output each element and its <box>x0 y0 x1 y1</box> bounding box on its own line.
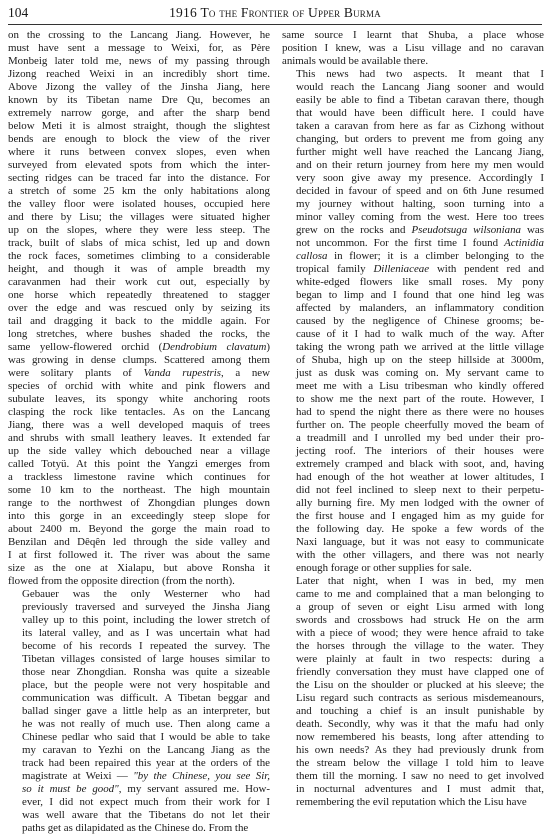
text-line: meet me with a Lisu tribesman who kindly offered <box>296 380 544 392</box>
text-line: were plainly at fault in two respects: during a <box>296 653 544 665</box>
text-line: caravanmen had their work cut out, especially by <box>8 276 270 288</box>
text-line: friendly conversation they must have clapped one of <box>296 666 544 678</box>
text-line: I at first followed it. The river was about the same <box>8 549 270 561</box>
text-line: surveyed from elevated spots from which the inter- <box>8 159 270 171</box>
text-line: extremely cramped and black with soot, and, having <box>296 458 544 470</box>
text-line: paths get as dilapidated as the Chinese do. From the <box>22 822 249 834</box>
text-line: just as dusk was coming on. My servant came to <box>296 367 544 379</box>
text-line: with a piece of wood; they were hence afraid to take <box>296 627 544 639</box>
text-line: a stretch of some 25 km the only habitations along <box>8 185 270 197</box>
text-line: height, and though it was of ample breadth my <box>8 263 270 275</box>
text-line: my caravan to Yezhi on the Lancang Jiang as the <box>22 744 270 756</box>
text-line: into this gorge in an exceedingly steep slope for <box>8 510 270 522</box>
text-line: Lisu regard such contracts as serious misdemeanours, <box>296 692 544 704</box>
text-line: extremely narrow gorge, and after the sharp bend <box>8 107 270 119</box>
text-line: grew on the rocks and Pseudotsuga wilsoniana was <box>296 224 544 236</box>
text-line: tail and dragging it back to the middle again. For <box>8 315 270 327</box>
text-line: the valley floor were isolated houses, occupied here <box>8 198 270 210</box>
text-line: enough forage or other supplies for sale. <box>296 562 472 574</box>
text-line: long stretches, where bushes shaded the rocks, the <box>8 328 270 340</box>
text-line: known by its Tibetan name Dre Qu, becomes an <box>8 94 270 106</box>
text-line: those near Zhongdian. Ronsha was quite a sizeable <box>22 666 270 678</box>
text-line: now remembered his beasts, long after attending to <box>296 731 544 743</box>
text-line: on the crossing to the Lancang Jiang. However, he <box>8 29 270 41</box>
text-line: a treadmill and I unrolled my bed under their pro- <box>296 432 544 444</box>
text-line: Later that night, when I was in bed, my men <box>296 575 544 587</box>
paragraph <box>8 29 270 588</box>
text-line: taking the wrong path we arrived at the little village <box>296 341 544 353</box>
text-line: and there by Lisu; the villages were situated higher <box>8 211 270 223</box>
text-line: Naxi language, but it was not easy to communicate <box>296 536 544 548</box>
text-line: further on. The people cheerfully moved the beam of <box>296 419 544 431</box>
text-line: its lateral valley, and as I was uncertain what had <box>22 627 270 639</box>
text-line: some 10 km to the northeast. The high mountain <box>8 484 270 496</box>
paragraph <box>282 29 544 68</box>
text-line: called Totyü. At this point the Yangzi emerges from <box>8 458 270 470</box>
text-line: This news had two aspects. It meant that I <box>296 68 544 80</box>
text-line: had enough of the hot weather at lower altitudes, I <box>296 471 544 483</box>
text-line: Gebauer was the only Westerner who had <box>22 588 270 600</box>
paragraph <box>282 68 544 575</box>
text-line: came to me and complained that a man belonging to <box>296 588 544 600</box>
text-line: Jizong reached Weixi in an incredibly short time. <box>8 68 270 80</box>
text-line: Monbeig later told me, news of my passing through <box>8 55 270 67</box>
text-line: was growing in dense clumps. Scattered among them <box>8 354 270 366</box>
text-line: same yellow-flowered orchid (Dendrobium clavatum) <box>8 341 271 353</box>
text-line: must have sent a message to Weixi, for, as Père <box>8 42 270 54</box>
text-line: cause of it I had to walk much of the way. After <box>296 328 544 340</box>
text-line: previously traversed and surveyed the Jinsha Jiang <box>22 601 270 613</box>
text-line: track, built of slabs of mica schist, led up and down <box>8 237 270 249</box>
text-line: so it must be good", my servant assured me. How- <box>22 783 270 795</box>
text-line: them till the morning. I saw no need to get involved <box>296 770 544 782</box>
text-line: caused by the negligence of Chinese grooms; be- <box>296 315 544 327</box>
text-line: the stream below the village I told him to leave <box>296 757 544 769</box>
text-line: secting ridges can be traced far into the distance. For <box>8 172 270 184</box>
text-line: become of his records I repeated the survey. The <box>22 640 270 652</box>
text-line: place, but the people were not very hospitable and <box>22 679 270 691</box>
text-line: jecting roof. The interiors of their houses were <box>296 445 544 457</box>
text-line: same source I learnt that Shuba, a place whose <box>282 29 544 41</box>
text-line: up on the slopes, where they were less steep. The <box>8 224 270 236</box>
text-line: animals would be available there. <box>282 55 429 67</box>
text-line: Jiang, there was a well developed maquis of trees <box>8 419 270 431</box>
text-line: Benzilan and Dêqên led through the side valley and <box>8 536 270 548</box>
text-line: species of orchid with white and pink flowers and <box>8 380 270 392</box>
text-line: very soon give away my presence. Accordingly I <box>296 172 544 184</box>
text-line: Above Jizong the valley of the Jinsha Jiang, here <box>8 81 270 93</box>
text-line: and touching a chief is an insult punishable by <box>296 705 544 717</box>
text-line: a trackless limestone ravine which continues for <box>8 471 270 483</box>
text-line: the Lisu on the shoulder or plucked at his sleeve; the <box>296 679 544 691</box>
text-line: that would have been difficult here. I could have <box>296 107 544 119</box>
text-line: swords and crossbows had struck He on the arm <box>296 614 544 626</box>
text-line: the rock faces, sometimes climbing to a considerable <box>8 250 270 262</box>
text-line: began to limp and I found that one hind leg was <box>296 289 544 301</box>
text-line: up the side valley which debouched near a village <box>8 445 270 457</box>
text-line: ballad singer gave a little help as an interpreter, but <box>22 705 270 717</box>
text-line: below Meti it is almost straight, though the slightest <box>8 120 270 132</box>
running-head <box>8 5 542 21</box>
text-line: he was not really of much use. Then along came a <box>22 718 270 730</box>
text-line: over the edge and was rescued only by seizing its <box>8 302 270 314</box>
text-line: flowed from the opposite direction (from the north). <box>8 575 235 587</box>
text-line: decided in favour of speed and on 6th June resumed <box>296 185 544 197</box>
text-line: were solitary plants of Vanda rupestris, a new <box>8 367 270 379</box>
text-line: where it runs between convex slopes, even when <box>8 146 270 158</box>
text-line: of Shuba, high up on the steep hillside at 3000m, <box>296 354 544 366</box>
text-line: one horse which repeatedly threatened to stagger <box>8 289 270 301</box>
right-text-column <box>282 29 544 809</box>
text-line: would reach the Lancang Jiang sooner and would <box>296 81 544 93</box>
page-number: 104 <box>8 5 29 20</box>
text-line: taken a caravan from here as far as Cizhong without <box>296 120 544 132</box>
text-line: position I knew, was a Lisu village and no caravan <box>282 42 544 54</box>
text-line: further might well have reached the Lancang Jiang, <box>296 146 544 158</box>
running-header <box>8 4 542 25</box>
text-line: ever, I did not expect much from their work for I <box>22 796 270 808</box>
text-line: about 2400 m. Beyond the gorge the main road to <box>8 523 270 535</box>
text-line: size as the one at Xialapu, but above Ronsha it <box>8 562 270 574</box>
text-line: range to the northwest of Zhongdian plunges down <box>8 497 270 509</box>
text-line: with the other villagers, and there was not nearly <box>296 549 544 561</box>
text-line: ally burning fire. My men lodged with the owner of <box>296 497 544 509</box>
text-line: the following day. He spoke a few words of the <box>296 523 544 535</box>
running-head-year: 1916 <box>169 5 197 20</box>
text-line: remembering the evil reputation which the Lisu have <box>296 796 527 808</box>
text-line: the horses through the village to the water. They <box>296 640 544 652</box>
text-line: Chinese pedlar who said that I would be able to take <box>22 731 270 743</box>
text-line: white-edged flowers like small roses. My pony <box>296 276 544 288</box>
text-line: his own needs? As they had previously drunk from <box>296 744 544 756</box>
text-line: track had been repaired this year at the orders of the <box>22 757 270 769</box>
text-line: the first house and I engaged him as my guide for <box>296 510 544 522</box>
text-line: valley up to this point, including the lower stretch of <box>22 614 270 626</box>
text-line: changing, but orders to prevent me from going any <box>296 133 544 145</box>
text-line: subulate leaves, its spongy white anchoring roots <box>8 393 270 405</box>
text-line: and shrubs with small leathery leaves. It extended far <box>8 432 270 444</box>
text-line: communication was difficult. A Tibetan beggar and <box>22 692 270 704</box>
text-line: minor valley coming from the west. Here too trees <box>296 211 544 223</box>
paragraph <box>282 575 544 809</box>
text-line: tropical family Dilleniaceae with pendent red and <box>296 263 545 275</box>
text-line: not uncommon. For the first time I found Actinidia <box>296 237 544 249</box>
text-line: to show me the next part of the route. However, I <box>296 393 544 405</box>
left-text-column <box>8 29 270 835</box>
text-line: a group of seven or eight Lisu armed with long <box>296 601 544 613</box>
running-head-title: To the Frontier of Upper Burma <box>200 5 381 20</box>
text-line: death. Secondly, why was it that the mafu had only <box>296 718 544 730</box>
text-line: clasping the rock like tentacles. As on the Lancang <box>8 406 270 418</box>
text-line: magistrate at Weixi — "by the Chinese, you see Sir, <box>22 770 270 782</box>
text-line: did not feel inclined to sleep next to their perpetu- <box>296 484 544 496</box>
text-line: my journey without halting, soon turning into a <box>296 198 544 210</box>
paragraph <box>8 588 270 835</box>
text-line: and on their return journey from here my men would <box>296 159 544 171</box>
text-line: easily be able to find a Tibetan caravan there, though <box>296 94 544 106</box>
text-line: in nocturnal adventures and I must admit that, <box>296 783 544 795</box>
text-line: had to spend the night there as there were no houses <box>296 406 544 418</box>
text-line: callosa in flower; it is a climber belonging to the <box>296 250 544 262</box>
text-line: Tibetan villages consisted of large houses similar to <box>22 653 270 665</box>
text-line: was well aware that the Tibetans do not let their <box>22 809 270 821</box>
text-line: affected by malanders, an inflammatory condition <box>296 302 544 314</box>
text-line: bends are enough to block the view of the river <box>8 133 270 145</box>
